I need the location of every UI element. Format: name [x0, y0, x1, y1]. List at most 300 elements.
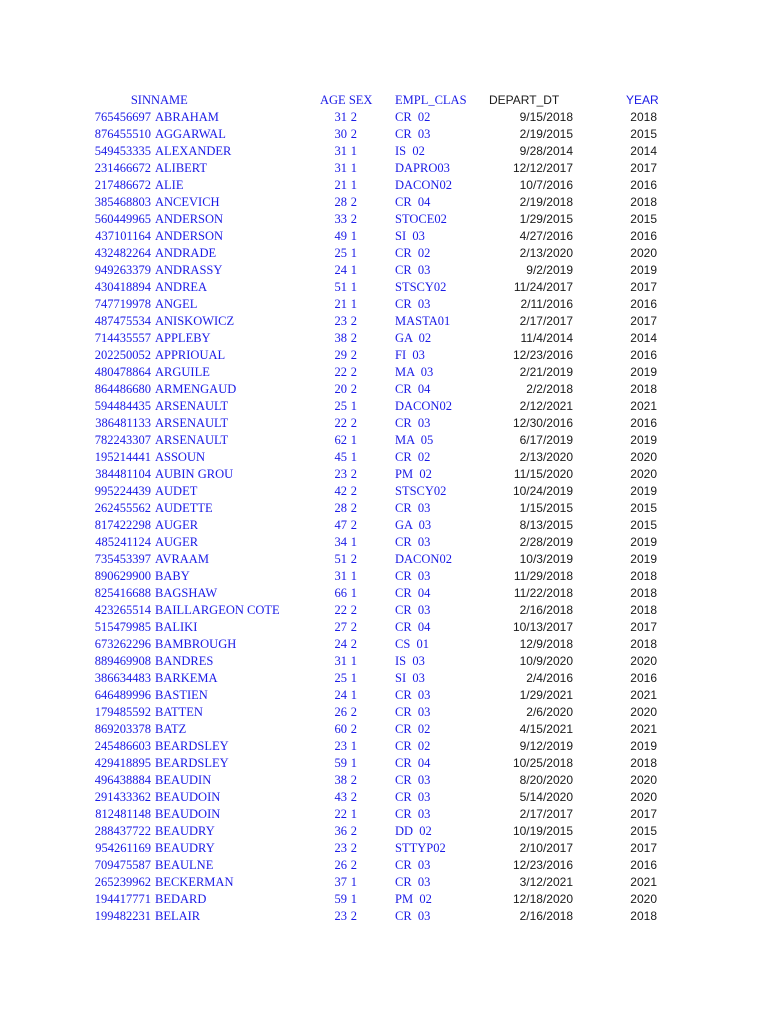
cell-sin: 714435557 [94, 331, 151, 345]
header-depart-dt: DEPART_DT [489, 93, 560, 107]
cell-sin: 765456697 [94, 110, 151, 124]
cell-empl-clas: MASTA01 [395, 314, 451, 328]
cell-sin: 423265514 [94, 603, 151, 617]
table-row [0, 908, 768, 925]
cell-name: ANCEVICH [155, 195, 220, 209]
table-row [0, 891, 768, 908]
cell-sex: 1 [350, 263, 357, 277]
cell-age: 25 [334, 246, 347, 260]
cell-depart-dt: 2/13/2020 [519, 246, 573, 260]
cell-name: BEAUDRY [155, 841, 215, 855]
cell-age: 25 [334, 399, 347, 413]
cell-year: 2018 [630, 110, 657, 124]
cell-name: BECKERMAN [155, 875, 234, 889]
cell-age: 38 [334, 773, 347, 787]
cell-year: 2020 [630, 450, 657, 464]
cell-name: ARGUILE [155, 365, 210, 379]
cell-age: 62 [334, 433, 347, 447]
cell-age: 59 [334, 756, 347, 770]
cell-depart-dt: 9/15/2018 [519, 110, 573, 124]
cell-name: BELAIR [155, 909, 201, 923]
cell-sex: 1 [350, 586, 357, 600]
table-row [0, 449, 768, 466]
cell-depart-dt: 8/20/2020 [519, 773, 573, 787]
cell-age: 24 [334, 688, 347, 702]
table-row [0, 585, 768, 602]
cell-name: BEARDSLEY [155, 739, 229, 753]
cell-age: 51 [334, 552, 347, 566]
cell-year: 2020 [630, 654, 657, 668]
cell-sex: 2 [350, 382, 357, 396]
cell-sex: 1 [350, 671, 357, 685]
cell-sin: 487475534 [94, 314, 151, 328]
cell-depart-dt: 11/22/2018 [513, 586, 573, 600]
cell-empl-clas: STOCE02 [395, 212, 447, 226]
cell-empl-clas: CR 03 [395, 416, 431, 430]
cell-age: 43 [334, 790, 347, 804]
cell-empl-clas: DACON02 [395, 178, 452, 192]
cell-age: 23 [334, 739, 347, 753]
cell-name: AUDET [155, 484, 198, 498]
cell-sin: 485241124 [95, 535, 151, 549]
cell-age: 34 [334, 535, 347, 549]
cell-year: 2017 [630, 807, 657, 821]
cell-empl-clas: SI 03 [395, 229, 425, 243]
cell-depart-dt: 5/14/2020 [519, 790, 573, 804]
cell-year: 2018 [630, 909, 657, 923]
cell-sex: 1 [350, 756, 357, 770]
table-row [0, 857, 768, 874]
cell-depart-dt: 2/6/2020 [526, 705, 573, 719]
cell-empl-clas: IS 02 [395, 144, 425, 158]
cell-sin: 496438884 [94, 773, 151, 787]
header-name: NAME [151, 93, 188, 107]
cell-year: 2018 [630, 586, 657, 600]
cell-depart-dt: 2/10/2017 [519, 841, 573, 855]
cell-name: AUGER [155, 535, 199, 549]
cell-empl-clas: CR 03 [395, 807, 431, 821]
cell-age: 24 [334, 637, 347, 651]
table-row [0, 364, 768, 381]
cell-sin: 262455562 [94, 501, 151, 515]
cell-sin: 817422298 [94, 518, 151, 532]
cell-name: BATTEN [155, 705, 203, 719]
cell-depart-dt: 12/9/2018 [519, 637, 573, 651]
cell-name: AUGER [155, 518, 199, 532]
cell-age: 24 [334, 263, 347, 277]
table-row [0, 806, 768, 823]
cell-depart-dt: 6/17/2019 [519, 433, 573, 447]
cell-age: 31 [334, 569, 347, 583]
cell-empl-clas: GA 02 [395, 331, 432, 345]
cell-depart-dt: 11/4/2014 [520, 331, 573, 345]
cell-age: 31 [334, 161, 347, 175]
cell-name: BEAUDIN [155, 773, 212, 787]
cell-depart-dt: 10/3/2019 [519, 552, 573, 566]
cell-age: 31 [334, 654, 347, 668]
table-row [0, 296, 768, 313]
cell-name: BEAUDOIN [155, 807, 221, 821]
cell-depart-dt: 2/19/2015 [519, 127, 573, 141]
cell-name: BAMBROUGH [155, 637, 237, 651]
cell-empl-clas: STSCY02 [395, 280, 447, 294]
table-row [0, 721, 768, 738]
cell-sex: 1 [350, 739, 357, 753]
cell-depart-dt: 10/19/2015 [512, 824, 573, 838]
cell-sin: 195214441 [94, 450, 151, 464]
cell-empl-clas: CR 03 [395, 535, 431, 549]
cell-year: 2017 [630, 280, 657, 294]
cell-sin: 386481133 [95, 416, 151, 430]
cell-name: BAILLARGEON COTE [155, 603, 280, 617]
cell-age: 26 [334, 858, 347, 872]
header-empl-clas: EMPL_CLAS [395, 93, 467, 107]
cell-name: BEARDSLEY [155, 756, 229, 770]
cell-sex: 1 [350, 246, 357, 260]
cell-age: 20 [334, 382, 347, 396]
cell-age: 59 [334, 892, 347, 906]
cell-depart-dt: 1/29/2015 [519, 212, 573, 226]
cell-age: 36 [334, 824, 347, 838]
cell-age: 38 [334, 331, 347, 345]
cell-name: ANGEL [155, 297, 198, 311]
cell-sex: 2 [350, 331, 357, 345]
cell-depart-dt: 1/15/2015 [519, 501, 573, 515]
cell-year: 2021 [630, 875, 657, 889]
table-row [0, 500, 768, 517]
cell-year: 2020 [630, 705, 657, 719]
cell-name: ALIBERT [155, 161, 208, 175]
cell-sin: 291433362 [94, 790, 151, 804]
table-row [0, 755, 768, 772]
cell-age: 28 [334, 501, 347, 515]
cell-empl-clas: CS 01 [395, 637, 430, 651]
table-row [0, 738, 768, 755]
cell-sin: 646489996 [94, 688, 151, 702]
cell-sex: 1 [350, 433, 357, 447]
table-row [0, 653, 768, 670]
cell-depart-dt: 2/11/2016 [520, 297, 573, 311]
cell-year: 2017 [630, 161, 657, 175]
table-row [0, 517, 768, 534]
cell-age: 21 [334, 297, 347, 311]
cell-depart-dt: 3/12/2021 [519, 875, 573, 889]
cell-age: 30 [334, 127, 347, 141]
cell-age: 22 [334, 365, 347, 379]
cell-sin: 384481104 [95, 467, 151, 481]
cell-year: 2019 [630, 535, 657, 549]
table-row [0, 551, 768, 568]
header-row [0, 92, 768, 109]
cell-depart-dt: 1/29/2021 [519, 688, 573, 702]
table-row [0, 347, 768, 364]
cell-year: 2018 [630, 603, 657, 617]
cell-empl-clas: CR 03 [395, 705, 431, 719]
cell-sex: 2 [350, 637, 357, 651]
cell-year: 2015 [630, 824, 657, 838]
cell-empl-clas: CR 03 [395, 127, 431, 141]
cell-depart-dt: 9/12/2019 [519, 739, 573, 753]
cell-sex: 1 [350, 535, 357, 549]
cell-age: 33 [334, 212, 347, 226]
cell-age: 25 [334, 671, 347, 685]
table-row [0, 143, 768, 160]
cell-name: ARMENGAUD [155, 382, 237, 396]
cell-year: 2019 [630, 739, 657, 753]
cell-year: 2019 [630, 433, 657, 447]
cell-sex: 1 [350, 229, 357, 243]
cell-sex: 2 [350, 484, 357, 498]
cell-depart-dt: 8/13/2015 [519, 518, 573, 532]
cell-empl-clas: CR 03 [395, 501, 431, 515]
cell-name: AGGARWAL [155, 127, 226, 141]
cell-name: BATZ [155, 722, 187, 736]
cell-depart-dt: 10/7/2016 [519, 178, 573, 192]
cell-age: 22 [334, 416, 347, 430]
cell-year: 2016 [630, 178, 657, 192]
cell-sin: 437101164 [95, 229, 151, 243]
cell-year: 2019 [630, 365, 657, 379]
cell-sex: 2 [350, 909, 357, 923]
cell-sex: 2 [350, 773, 357, 787]
cell-year: 2018 [630, 569, 657, 583]
cell-name: BABY [155, 569, 190, 583]
cell-sex: 2 [350, 790, 357, 804]
cell-age: 22 [334, 603, 347, 617]
cell-name: ANISKOWICZ [155, 314, 235, 328]
cell-name: ANDERSON [155, 229, 224, 243]
cell-year: 2018 [630, 195, 657, 209]
cell-sin: 194417771 [94, 892, 151, 906]
table-row [0, 109, 768, 126]
cell-depart-dt: 10/9/2020 [519, 654, 573, 668]
cell-empl-clas: CR 03 [395, 297, 431, 311]
cell-sex: 2 [350, 841, 357, 855]
cell-sin: 864486680 [94, 382, 151, 396]
cell-age: 23 [334, 909, 347, 923]
cell-depart-dt: 12/18/2020 [512, 892, 573, 906]
cell-depart-dt: 12/12/2017 [512, 161, 573, 175]
table-row [0, 619, 768, 636]
cell-year: 2014 [630, 144, 657, 158]
cell-sex: 1 [350, 144, 357, 158]
cell-name: BEDARD [155, 892, 207, 906]
cell-name: AUBIN GROU [155, 467, 234, 481]
table-row [0, 534, 768, 551]
cell-name: APPRIOUAL [155, 348, 226, 362]
cell-age: 27 [334, 620, 347, 634]
cell-name: BEAUDOIN [155, 790, 221, 804]
cell-empl-clas: DACON02 [395, 552, 452, 566]
cell-sin: 480478864 [94, 365, 151, 379]
cell-sin: 949263379 [94, 263, 151, 277]
cell-age: 42 [334, 484, 347, 498]
cell-age: 21 [334, 178, 347, 192]
cell-empl-clas: IS 03 [395, 654, 425, 668]
cell-empl-clas: CR 04 [395, 382, 431, 396]
cell-name: ANDRASSY [155, 263, 223, 277]
header-age-sex: AGE SEX [320, 93, 373, 107]
cell-sex: 1 [350, 297, 357, 311]
cell-year: 2020 [630, 773, 657, 787]
cell-sin: 199482231 [94, 909, 151, 923]
cell-name: BARKEMA [155, 671, 218, 685]
cell-sex: 1 [350, 178, 357, 192]
cell-year: 2015 [630, 518, 657, 532]
cell-empl-clas: DACON02 [395, 399, 452, 413]
cell-name: ANDREA [155, 280, 208, 294]
cell-empl-clas: CR 03 [395, 773, 431, 787]
cell-empl-clas: CR 03 [395, 263, 431, 277]
cell-age: 45 [334, 450, 347, 464]
cell-year: 2014 [630, 331, 657, 345]
cell-age: 49 [334, 229, 347, 243]
cell-sin: 245486603 [94, 739, 151, 753]
cell-year: 2016 [630, 858, 657, 872]
cell-year: 2021 [630, 688, 657, 702]
table-row [0, 823, 768, 840]
cell-sin: 217486672 [94, 178, 151, 192]
cell-sex: 2 [350, 314, 357, 328]
cell-year: 2019 [630, 552, 657, 566]
cell-empl-clas: MA 05 [395, 433, 434, 447]
table-row [0, 704, 768, 721]
cell-name: ARSENAULT [155, 399, 229, 413]
cell-depart-dt: 2/4/2016 [526, 671, 573, 685]
cell-year: 2021 [630, 399, 657, 413]
cell-sin: 995224439 [94, 484, 151, 498]
table-row [0, 126, 768, 143]
cell-sin: 179485592 [94, 705, 151, 719]
cell-sin: 869203378 [94, 722, 151, 736]
cell-sex: 2 [350, 127, 357, 141]
table-row [0, 483, 768, 500]
cell-empl-clas: CR 03 [395, 858, 431, 872]
cell-year: 2019 [630, 263, 657, 277]
table-row [0, 398, 768, 415]
cell-sin: 429418895 [94, 756, 151, 770]
table-row [0, 789, 768, 806]
cell-empl-clas: CR 03 [395, 909, 431, 923]
cell-year: 2020 [630, 892, 657, 906]
cell-year: 2017 [630, 620, 657, 634]
cell-depart-dt: 9/2/2019 [526, 263, 573, 277]
cell-age: 66 [334, 586, 347, 600]
cell-sin: 594484435 [94, 399, 151, 413]
header-year: YEAR [626, 93, 659, 107]
cell-sin: 709475587 [94, 858, 151, 872]
cell-name: APPLEBY [155, 331, 211, 345]
table-row [0, 636, 768, 653]
cell-sex: 2 [350, 858, 357, 872]
cell-depart-dt: 12/23/2016 [512, 348, 573, 362]
cell-empl-clas: CR 02 [395, 246, 431, 260]
cell-age: 23 [334, 314, 347, 328]
cell-sex: 1 [350, 161, 357, 175]
cell-depart-dt: 2/16/2018 [519, 909, 573, 923]
table-row [0, 177, 768, 194]
cell-sin: 202250052 [94, 348, 151, 362]
cell-depart-dt: 2/28/2019 [519, 535, 573, 549]
cell-sex: 2 [350, 552, 357, 566]
cell-name: AUDETTE [155, 501, 213, 515]
cell-sex: 2 [350, 824, 357, 838]
table-row [0, 279, 768, 296]
cell-age: 22 [334, 807, 347, 821]
cell-year: 2018 [630, 756, 657, 770]
cell-empl-clas: PM 02 [395, 467, 432, 481]
cell-age: 37 [334, 875, 347, 889]
cell-name: BEAULNE [155, 858, 214, 872]
cell-depart-dt: 4/27/2016 [519, 229, 573, 243]
cell-name: BEAUDRY [155, 824, 215, 838]
cell-depart-dt: 11/24/2017 [513, 280, 573, 294]
cell-empl-clas: DD 02 [395, 824, 432, 838]
table-row [0, 874, 768, 891]
cell-year: 2016 [630, 297, 657, 311]
cell-depart-dt: 2/17/2017 [519, 314, 573, 328]
cell-depart-dt: 10/25/2018 [512, 756, 573, 770]
cell-depart-dt: 2/12/2021 [519, 399, 573, 413]
table-row [0, 381, 768, 398]
cell-sin: 385468803 [94, 195, 151, 209]
cell-year: 2016 [630, 671, 657, 685]
cell-empl-clas: CR 02 [395, 450, 431, 464]
cell-year: 2020 [630, 246, 657, 260]
table-row [0, 313, 768, 330]
table-row [0, 687, 768, 704]
cell-age: 51 [334, 280, 347, 294]
table-row [0, 772, 768, 789]
cell-empl-clas: CR 03 [395, 603, 431, 617]
cell-name: ASSOUN [155, 450, 206, 464]
cell-empl-clas: CR 03 [395, 688, 431, 702]
cell-empl-clas: SI 03 [395, 671, 425, 685]
cell-age: 23 [334, 467, 347, 481]
cell-name: ARSENAULT [155, 433, 229, 447]
cell-year: 2016 [630, 416, 657, 430]
table-row [0, 670, 768, 687]
cell-empl-clas: FI 03 [395, 348, 425, 362]
cell-empl-clas: CR 02 [395, 110, 431, 124]
table-row [0, 432, 768, 449]
cell-depart-dt: 12/23/2016 [512, 858, 573, 872]
cell-depart-dt: 11/29/2018 [513, 569, 573, 583]
cell-sin: 430418894 [94, 280, 151, 294]
table-row [0, 466, 768, 483]
cell-depart-dt: 10/13/2017 [512, 620, 573, 634]
cell-empl-clas: CR 04 [395, 756, 431, 770]
cell-empl-clas: STSCY02 [395, 484, 447, 498]
cell-sex: 1 [350, 875, 357, 889]
cell-sex: 1 [350, 569, 357, 583]
cell-depart-dt: 4/15/2021 [519, 722, 573, 736]
cell-sex: 2 [350, 348, 357, 362]
cell-sin: 735453397 [94, 552, 151, 566]
cell-empl-clas: CR 04 [395, 620, 431, 634]
cell-sex: 1 [350, 688, 357, 702]
cell-empl-clas: CR 03 [395, 569, 431, 583]
cell-sex: 2 [350, 467, 357, 481]
cell-name: ANDRADE [155, 246, 217, 260]
cell-year: 2019 [630, 484, 657, 498]
table-row [0, 415, 768, 432]
cell-name: BANDRES [155, 654, 214, 668]
cell-sin: 432482264 [94, 246, 151, 260]
cell-sin: 825416688 [94, 586, 151, 600]
cell-year: 2018 [630, 637, 657, 651]
cell-sin: 560449965 [94, 212, 151, 226]
